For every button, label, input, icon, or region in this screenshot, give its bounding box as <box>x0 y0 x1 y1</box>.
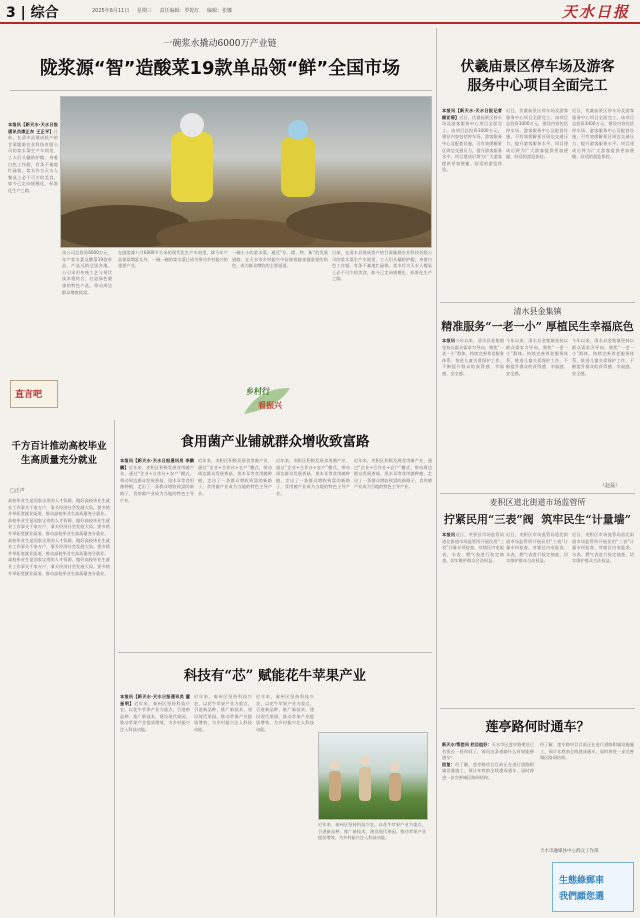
story2-headline: 伏羲庙景区停车场及游客 服务中心项目全面完工 <box>460 59 615 94</box>
newspaper-logo: 天水日报 <box>561 3 630 21</box>
story4-col1: 本报讯近日，麦积区市场监管局道北街道市场监管所开展民用“三表”计量专项检查，对辖区内电能表、水表、燃气表进行检定抽查，切实维护群众合法权益。 <box>442 532 504 564</box>
story4-kicker: 麦积区道北街道市场监管所 <box>489 498 586 507</box>
story5-headline: 食用菌产业铺就群众增收致富路 <box>180 434 370 450</box>
story6-headline: 科技有“芯” 赋能花牛苹果产业 <box>183 668 367 684</box>
story1-col3: 在陇浆源八月6000平方米的现代化生产车间里，除今年产品保质期延长外，一碗一碗的浆水菜已成为带动乡村振兴的重要产业。 <box>118 250 228 269</box>
footer-ad <box>552 862 634 912</box>
story1-col5: 日前，在清水县建成投产的甘肃陇源农业科技有限公司的浆水菜生产车间里，工人们头戴防护帽，身着白色工作服，有条不紊地忙碌着。浆水作为天水人餐桌上必不可少的美食，如今已走向规模化、标准化生产之路。 <box>332 250 432 282</box>
story5-col3: 近年来，麦积区积极发展食用菌产业，通过“企业+合作社+农户”模式，带动周边群众发展香菇、黑木耳等食用菌种植，走出了一条群众增收致富的新路子，食用菌产业成为当地的特色主导产业。 <box>276 458 350 496</box>
story1-kicker: 一碗浆水撬动6000万产业链 <box>163 39 277 49</box>
story3-signoff: （赵磊） <box>600 483 621 489</box>
footer-ad-line2: 我們願您選 <box>559 892 605 902</box>
story4-headline: 拧紧民用“三表”阀 筑牢民生“计量墙” <box>444 513 631 526</box>
story6-col1: 本报讯【新天水·天水日报通讯员 董奎明】近年来，秦州区坚持科技兴农，以花牛苹果产业为重点，引进新品种、推广新技术，建设现代果园，推动苹果产业提质增效，为乡村振兴注入科技动能。 <box>120 694 190 732</box>
story3-kicker: 清水县金集镇 <box>513 307 562 316</box>
story6-photo <box>318 732 428 820</box>
story1-headline: 陇浆源“智”造酸菜19款单品领“鲜”全国市场 <box>39 58 401 79</box>
rural-revitalization-badge <box>238 384 298 422</box>
story5-col1: 本报讯【新天水·天水日报通讯员 李鹏鹏】近年来，麦积区积极发展食用菌产业，通过“企业+合作社+农户”模式，带动周边群众发展香菇、黑木耳等食用菌种植，走出了一条群众增收致富的新路子，食用菌产业成为当地的特色主导产业。 <box>120 458 194 503</box>
header-meta: 2025年6月11日 星期三 责任编辑：罗乾红 编辑：张娜 <box>92 8 233 14</box>
story2-col3: 近日，伏羲庙景区停车场及游客服务中心项目全面完工。该项目总投资3400万元，建设内容包括停车场、游客服务中心及配套设施，可有效缓解景区周边交通压力，提升游客服务水平。项目建成后将为广大游客提供更加便捷、舒适的游览体验。 <box>572 108 634 160</box>
divider <box>440 302 635 303</box>
page-number-section: 3 | 综合 <box>6 5 59 21</box>
story5-col2: 近年来，麦积区积极发展食用菌产业，通过“企业+合作社+农户”模式，带动周边群众发展香菇、黑木耳等食用菌种植，走出了一条群众增收致富的新路子，食用菌产业成为当地的特色主导产业。 <box>198 458 272 496</box>
story3-col3: 今年以来，清水县金集镇坚持以群众需求为导向，聚焦“一老一小”群体，持续完善养老服务体系，推进儿童关爱保护工作，不断提升群众的获得感、幸福感、安全感。 <box>572 338 634 376</box>
badge-sub: 看振兴 <box>258 400 282 410</box>
story1-col1: 本报讯【新天水·天水日报通讯员康正东 王正平】日前，在清水县建成投产的甘肃陇源农业科技有限公司的浆水菜生产车间里，工人们头戴防护帽，身着白色工作服，有条不紊地忙碌着。浆水作为天水人餐桌上必不可少的美食，如今已走向规模化、标准化生产之路。 <box>8 122 58 193</box>
story3-col1: 本报讯今年以来，清水县金集镇坚持以群众需求为导向，聚焦“一老一小”群体，持续完善养老服务体系，推进儿童关爱保护工作，不断提升群众的获得感、幸福感、安全感。 <box>442 338 504 376</box>
story6-col3: 近年来，秦州区坚持科技兴农，以花牛苹果产业为重点，引进新品种、推广新技术，建设现代果园，推动苹果产业提质增效，为乡村振兴注入科技动能。 <box>256 694 314 732</box>
story2-col1: 本报讯【新天水·天水日报记者 顾亚菊】近日，伏羲庙景区停车场及游客服务中心项目全面完工。该项目总投资3400万元，建设内容包括停车场、游客服务中心及配套设施，可有效缓解景区周边交通压力，提升游客服务水平。项目建成后将为广大游客提供更加便捷、舒适的游览体验。 <box>442 108 502 173</box>
story7-label: □正声 <box>10 488 25 494</box>
column-badge <box>10 380 58 408</box>
story1-col2: 该公司总投资6000万元，年产浆水菜及酸菜19款单品，产品远销全国各地。公司采用传统工艺与现代技术相结合，打造绿色健康的特色产品，带动周边群众增收致富。 <box>62 250 112 295</box>
divider <box>118 652 432 653</box>
divider <box>440 708 635 709</box>
badge-main: 乡村行 <box>246 386 270 396</box>
footer-ad-line1: 生態綠郵車 <box>559 876 605 886</box>
story8-headline: 莲亭路何时通车？ <box>485 720 590 735</box>
story2-col2: 近日，伏羲庙景区停车场及游客服务中心项目全面完工。该项目总投资3400万元，建设内容包括停车场、游客服务中心及配套设施，可有效缓解景区周边交通压力，提升游客服务水平。项目建成后将为广大游客提供更加便捷、舒适的游览体验。 <box>506 108 568 160</box>
story6-col2: 近年来，秦州区坚持科技兴农，以花牛苹果产业为重点，引进新品种、推广新技术，建设现代果园，推动苹果产业提质增效，为乡村振兴注入科技动能。 <box>194 694 252 732</box>
column-name: 直言吧 <box>15 390 43 400</box>
column-divider <box>436 28 437 916</box>
story7-headline: 千方百计推动高校毕业生高质量充分就业 <box>11 441 107 466</box>
story4-col3: 近日，麦积区市场监管局道北街道市场监管所开展民用“三表”计量专项检查，对辖区内电能表、水表、燃气表进行检定抽查，切实维护群众合法权益。 <box>572 532 634 564</box>
qr-caption: 天水市融媒体中心群众工作部 <box>540 849 599 854</box>
story3-col2: 今年以来，清水县金集镇坚持以群众需求为导向，聚焦“一老一小”群体，持续完善养老服务体系，推进儿童关爱保护工作，不断提升群众的获得感、幸福感、安全感。 <box>506 338 568 376</box>
story8-col2: 经了解，莲亭路项目目前正在进行道路附属设施施工，预计年底前全线建成通车，届时将进一步完善城区路网结构。 <box>540 742 634 761</box>
story1-col4: 一碗小小的浆水菜，通过“专、精、特、新”的发展道路，在天水市乡村振兴中扮演着越来越重要的角色，成为群众增收的主要渠道。 <box>232 250 328 269</box>
divider <box>10 90 432 91</box>
story6-col4: 近年来，秦州区坚持科技兴农，以花牛苹果产业为重点，引进新品种、推广新技术，建设现代果园，推动苹果产业提质增效，为乡村振兴注入科技动能。 <box>318 822 426 841</box>
divider <box>440 493 635 494</box>
page-header <box>0 0 640 24</box>
story5-col4: 近年来，麦积区积极发展食用菌产业，通过“企业+合作社+农户”模式，带动周边群众发展香菇、黑木耳等食用菌种植，走出了一条群众增收致富的新路子，食用菌产业成为当地的特色主导产业。 <box>354 458 432 490</box>
story1-photo <box>60 96 432 248</box>
column-divider <box>114 420 115 916</box>
workers-photo-illustration <box>61 97 431 247</box>
orchard-photo-illustration <box>319 733 427 819</box>
story4-col2: 近日，麦积区市场监管局道北街道市场监管所开展民用“三表”计量专项检查，对辖区内电能表、水表、燃气表进行检定抽查，切实维护群众合法权益。 <box>506 532 568 564</box>
story8-col1: 新天水/帮您问 栏目组好：天水市区莲亭路建设已有很长一段时间了，请问这条道路什么时候能够通车？ 回复：经了解，莲亭路项目目前正在进行道路附属设施施工，预计年底前全线建成通车，届时将进一步完善城区路网结构。 <box>442 742 534 780</box>
story7-body: 高校毕业生是国家宝贵的人才资源，做好高校毕业生就业工作事关千家万户，事关经济社会发展大局。要多措并举拓宽就业渠道，推动高校毕业生高质量充分就业。 高校毕业生是国家宝贵的人才资源，做好高校毕业生就业工作事关千家万户，事关经济社会发展大局。要多措并举拓宽就业渠道，推动高校毕业生高质量充分就业。 高校毕业生是国家宝贵的人才资源，做好高校毕业生就业工作事关千家万户，事关经济社会发展大局。要多措并举拓宽就业渠道，推动高校毕业生高质量充分就业。 高校毕业生是国家宝贵的人才资源，做好高校毕业生就业工作事关千家万户，事关经济社会发展大局。要多措并举拓宽就业渠道，推动高校毕业生高质量充分就业。 <box>8 498 110 576</box>
story3-headline: 精准服务“一老一小” 厚植民生幸福底色 <box>441 320 634 333</box>
